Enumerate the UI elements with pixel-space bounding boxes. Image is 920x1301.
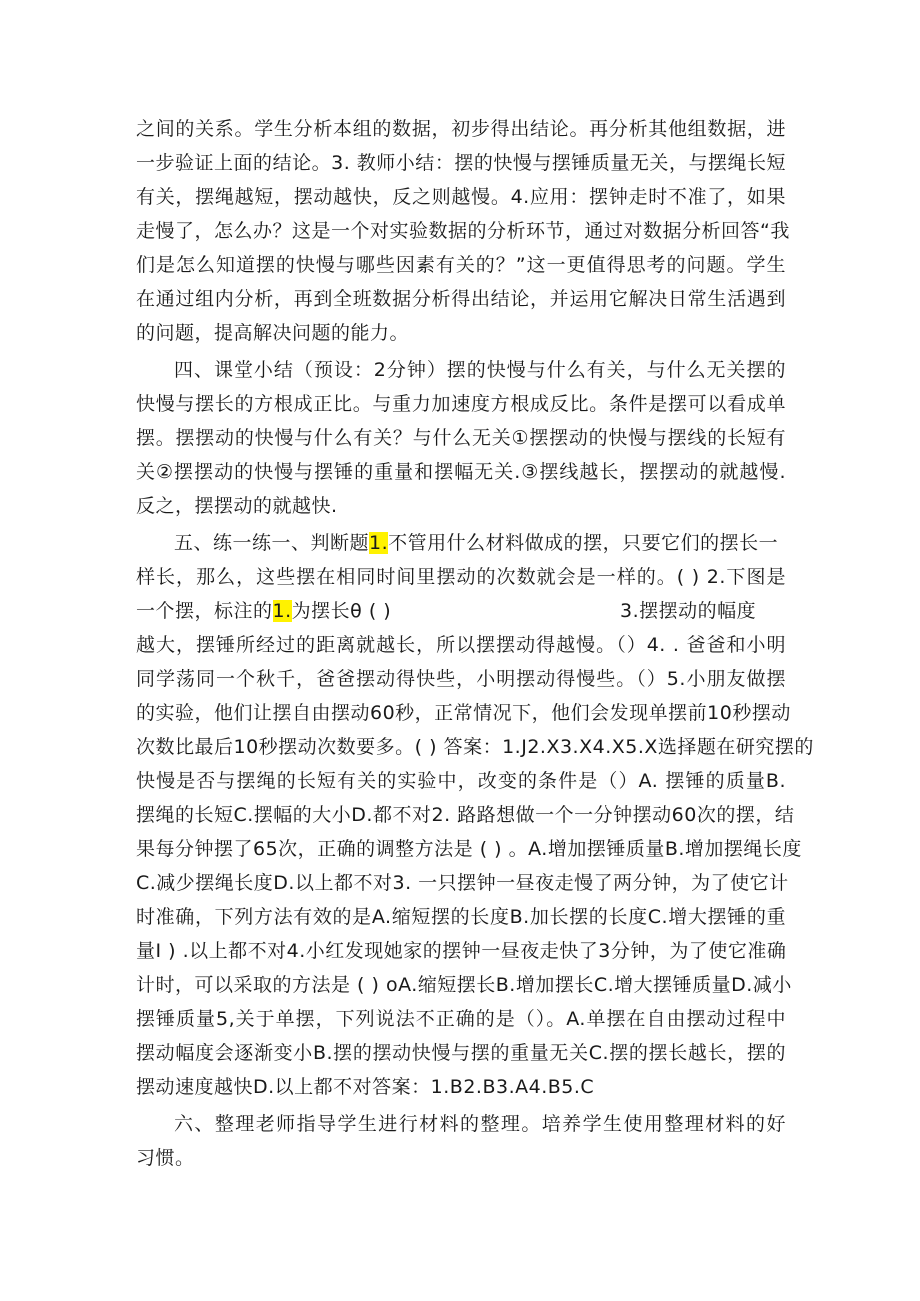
paragraph-1-line-2: 一步验证上面的结论。3. 教师小结：摆的快慢与摆锤质量无关，与摆绳长短: [136, 152, 786, 174]
exercise-text: 一个摆，标注的: [136, 600, 273, 622]
exercise-line-13: 量I ) .以上都不对4.小红发现她家的摆钟一昼夜走快了3分钟，为了使它准确: [136, 940, 787, 962]
exercise-line-7: 次数比最后10秒摆动次数要多。( ) 答案：1.J2.X3.X4.X5.X选择题在研究摆的: [136, 736, 814, 758]
exercise-line-6: 的实验，他们让摆自由摆动60秒，正常情况下，他们会发现单摆前10秒摆动: [136, 702, 791, 724]
summary-line-5: 反之，摆摆动的就越快.: [136, 495, 338, 517]
paragraph-1-line-6: 在通过组内分析，再到全班数据分析得出结论，并运用它解决日常生活遇到: [136, 288, 786, 310]
summary-line-2: 快慢与摆长的方根成正比。与重力加速度方根成反比。条件是摆可以看成单: [136, 393, 786, 415]
exercise-line-15: 摆锤质量5,关于单摆，下列说法不正确的是（）。A.单摆在自由摆动过程中: [136, 1008, 786, 1030]
exercise-line-17: 摆动速度越快D.以上都不对答案：1.B2.B3.A4.B5.C: [136, 1076, 595, 1098]
highlight-mark: 1.: [369, 532, 389, 554]
exercise-heading: 五、练一练一、判断题: [174, 532, 370, 554]
paragraph-1-line-4: 走慢了，怎么办？这是一个对实验数据的分析环节，通过对数据分析回答“我: [136, 220, 790, 242]
exercise-line-3: [136, 594, 786, 628]
exercise-line-8: 快慢是否与摆绳的长短有关的实验中，改变的条件是（）A. 摆锤的质量B.: [136, 770, 786, 792]
summary-line-4: 关②摆摆动的快慢与摆锤的重量和摆幅无关.③摆线越长，摆摆动的就越慢.: [136, 461, 786, 483]
paragraph-1-line-1: 之间的关系。学生分析本组的数据，初步得出结论。再分析其他组数据，进: [136, 118, 786, 140]
exercise-line-1: [174, 526, 786, 560]
exercise-line-14: 计时，可以采取的方法是 ( ) oA.缩短摆长B.增加摆长C.增大摆锤质量D.减小: [136, 974, 792, 996]
exercise-text: 不管用什么材料做成的摆，只要它们的摆长一: [388, 532, 779, 554]
tidy-line-2: 习惯。: [136, 1147, 195, 1169]
highlight-mark: 1.: [272, 600, 292, 622]
exercise-line-10: 果每分钟摆了65次，正确的调整方法是 ( ) 。A.增加摆锤质量B.增加摆绳长度: [136, 838, 802, 860]
exercise-line-16: 摆动幅度会逐渐变小B.摆的摆动快慢与摆的重量无关C.摆的摆长越长，摆的: [136, 1042, 786, 1064]
exercise-line-11: C.减少摆绳长度D.以上都不对3. 一只摆钟一昼夜走慢了两分钟，为了使它计: [136, 872, 789, 894]
exercise-text: 为摆长θ ( ): [291, 600, 392, 622]
exercise-text-right: 3.摆摆动的幅度: [620, 600, 757, 622]
tidy-line-1: 六、整理老师指导学生进行材料的整理。培养学生使用整理材料的好: [174, 1113, 786, 1135]
paragraph-1-line-3: 有关，摆绳越短，摆动越快，反之则越慢。4.应用：摆钟走时不准了，如果: [136, 186, 786, 208]
exercise-line-12: 时准确，下列方法有效的是A.缩短摆的长度B.加长摆的长度C.增大摆锤的重: [136, 906, 786, 928]
paragraph-1-line-7: 的问题，提高解决问题的能力。: [136, 322, 410, 344]
paragraph-1-line-5: 们是怎么知道摆的快慢与哪些因素有关的？”这一更值得思考的问题。学生: [136, 254, 786, 276]
exercise-line-4: 越大，摆锤所经过的距离就越长，所以摆摆动得越慢。（）4. . 爸爸和小明: [136, 634, 786, 656]
exercise-line-9: 摆绳的长短C.摆幅的大小D.都不对2. 路路想做一个一分钟摆动60次的摆，结: [136, 804, 795, 826]
summary-line-3: 摆。摆摆动的快慢与什么有关？与什么无关①摆摆动的快慢与摆线的长短有: [136, 427, 786, 449]
summary-line-1: 四、课堂小结（预设：2分钟）摆的快慢与什么有关，与什么无关摆的: [174, 359, 786, 381]
exercise-line-2: 样长，那么，这些摆在相同时间里摆动的次数就会是一样的。( ) 2.下图是: [136, 566, 786, 588]
exercise-line-5: 同学荡同一个秋千，爸爸摆动得快些，小明摆动得慢些。（）5.小朋友做摆: [136, 668, 786, 690]
